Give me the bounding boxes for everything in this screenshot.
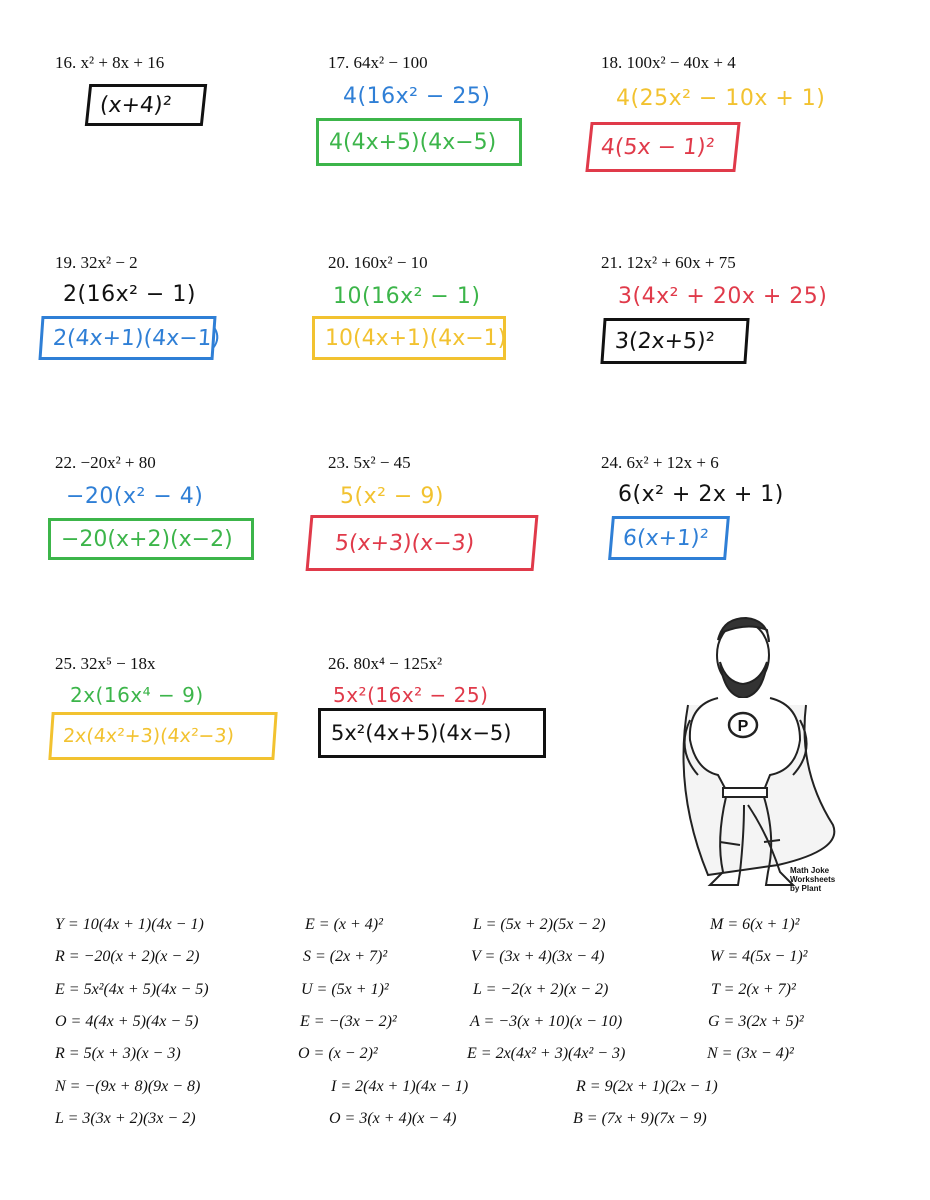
problem-17-answer: 4(4x+5)(4x−5) [329,129,497,155]
key-item: O = (x − 2)² [298,1045,378,1062]
problem-25-step: 2x(16x⁴ − 9) [70,683,204,707]
key-item: R = −20(x + 2)(x − 2) [55,948,200,965]
problem-20-answer-box [312,316,506,360]
problem-26-answer-box [318,708,546,758]
problem-17-label: 17. 64x² − 100 [328,53,428,72]
key-item: R = 9(2x + 1)(2x − 1) [576,1078,718,1095]
key-item: I = 2(4x + 1)(4x − 1) [331,1078,469,1095]
key-item: U = (5x + 1)² [301,981,389,998]
key-item: L = (5x + 2)(5x − 2) [473,916,606,933]
problem-16-label: 16. x² + 8x + 16 [55,53,165,72]
key-item: E = (x + 4)² [305,916,383,933]
problem-20-label: 20. 160x² − 10 [328,253,428,272]
problem-18-label: 18. 100x² − 40x + 4 [601,53,736,72]
problem-17-answer-box [316,118,522,166]
problem-24-label: 24. 6x² + 12x + 6 [601,453,719,472]
problem-18-answer: 4(5x − 1)² [599,134,716,160]
problem-20-step: 10(16x² − 1) [333,284,481,309]
key-item: Y = 10(4x + 1)(4x − 1) [55,916,204,933]
key-item: E = −(3x − 2)² [300,1013,397,1030]
problem-24-step: 6(x² + 2x + 1) [618,482,784,507]
superhero-illustration [668,610,843,900]
key-item: E = 2x(4x² + 3)(4x² − 3) [467,1045,626,1062]
problem-18-answer-box [585,122,740,172]
problem-19-step: 2(16x² − 1) [63,282,196,307]
problem-23-step: 5(x² − 9) [340,484,444,509]
credit-line-2: Worksheets [790,875,836,884]
key-item: V = (3x + 4)(3x − 4) [471,948,605,965]
problem-22-step: −20(x² − 4) [66,484,204,509]
problem-25-answer: 2x(4x²+3)(4x²−3) [62,725,235,747]
key-item: L = −2(x + 2)(x − 2) [473,981,609,998]
problem-16-answer: (x+4)² [98,92,173,118]
problem-19-answer-box [38,316,222,360]
key-item: G = 3(2x + 5)² [708,1013,804,1030]
problem-16-answer-box [85,84,207,126]
key-item: T = 2(x + 7)² [711,981,796,998]
key-item: W = 4(5x − 1)² [710,948,808,965]
problem-22-answer-box [48,518,254,560]
problem-25-answer-box [48,712,277,760]
problem-17-step: 4(16x² − 25) [343,84,491,109]
problem-21-answer: 3(2x+5)² [614,328,716,354]
emblem-letter: P [737,718,749,735]
key-item: A = −3(x + 10)(x − 10) [470,1013,623,1030]
problem-21-step: 3(4x² + 20x + 25) [618,284,828,309]
problem-22-label: 22. −20x² + 80 [55,453,156,472]
key-item: S = (2x + 7)² [303,948,388,965]
problem-24-answer-box [608,516,730,560]
key-item: B = (7x + 9)(7x − 9) [573,1110,707,1127]
problem-23-answer: 5(x+3)(x−3) [333,530,476,556]
problem-19-answer: 2(4x+1)(4x−1) [52,325,222,351]
problem-21-answer-box [600,318,749,364]
problem-21-label: 21. 12x² + 60x + 75 [601,253,736,272]
problem-26-answer: 5x²(4x+5)(4x−5) [331,721,512,745]
problem-26-label: 26. 80x⁴ − 125x² [328,654,443,673]
key-item: L = 3(3x + 2)(3x − 2) [55,1110,196,1127]
key-item: E = 5x²(4x + 5)(4x − 5) [55,981,209,998]
key-item: O = 4(4x + 5)(4x − 5) [55,1013,199,1030]
problem-25-label: 25. 32x⁵ − 18x [55,654,156,673]
problem-20-answer: 10(4x+1)(4x−1) [325,325,507,351]
credit-text [790,866,835,893]
key-item: N = (3x − 4)² [707,1045,794,1062]
problem-26-step: 5x²(16x² − 25) [333,683,489,707]
problem-23-answer-box [306,515,539,571]
key-item: N = −(9x + 8)(9x − 8) [55,1078,201,1095]
problem-18-step: 4(25x² − 10x + 1) [616,86,826,111]
key-item: O = 3(x + 4)(x − 4) [329,1110,457,1127]
key-item: M = 6(x + 1)² [710,916,800,933]
credit-line-1: Math Joke [790,866,830,875]
problem-23-label: 23. 5x² − 45 [328,453,411,472]
key-item: R = 5(x + 3)(x − 3) [55,1045,181,1062]
problem-22-answer: −20(x+2)(x−2) [61,526,233,552]
credit-line-3: by Plant [790,884,822,893]
problem-24-answer: 6(x+1)² [621,525,710,551]
problem-19-label: 19. 32x² − 2 [55,253,138,272]
